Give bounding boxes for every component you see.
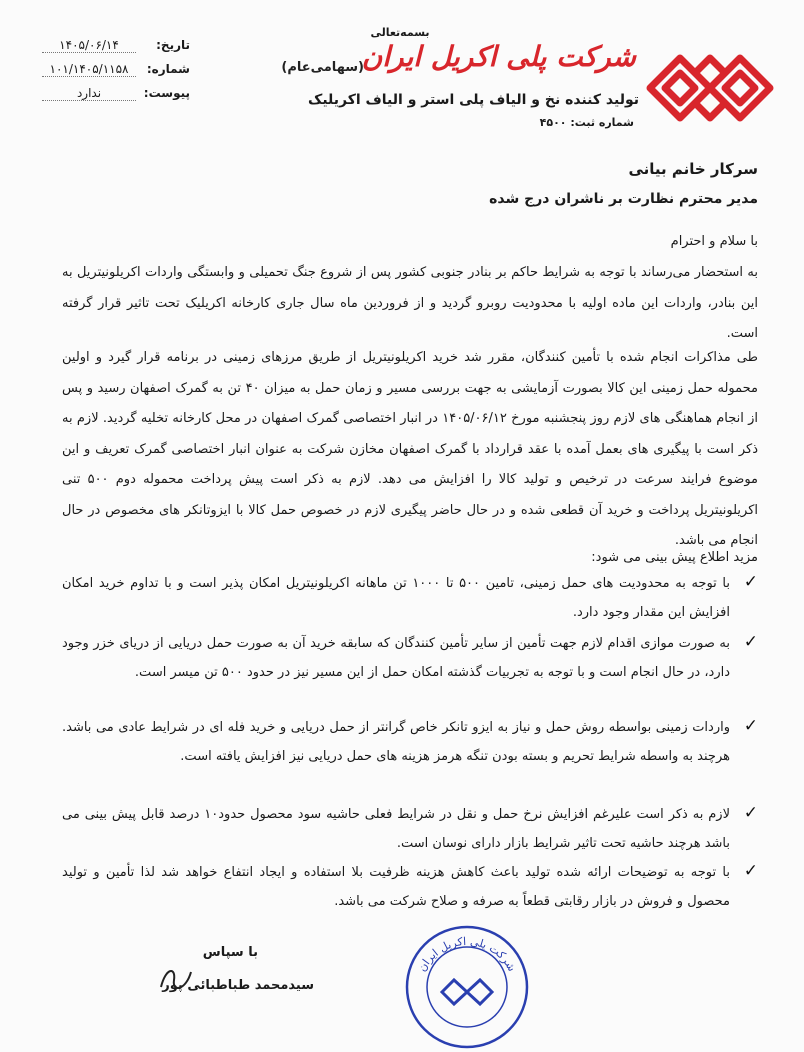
date-label: تاریخ: <box>156 38 190 52</box>
paragraph-1: به استحضار می‌رساند با توجه به شرایط حاکم بر بنادر جنوبی کشور پس از شروع جنگ تحمیلی و وابستگی واردات اکریلونیتریل به این بنادر، واردات این ماده اولیه با محدودیت روبرو گردید و از فروردین ماه سال جاری کارخانه اکریلیک تحت تاثیر قرار گرفته است. <box>62 265 758 341</box>
list-item-text: لازم به ذکر است علیرغم افزایش نرخ حمل و نقل در شرایط فعلی حاشیه سود محصول حدود۱۰ درصد قابل پیش بینی می باشد هرچند حاشیه تحت تاثیر شرایط بازار دارای نوسان است. <box>62 807 730 851</box>
checkmark-icon: ✓ <box>743 632 758 652</box>
registration-number: شماره ثبت: ۴۵۰۰ <box>539 116 634 129</box>
number-label: شماره: <box>146 62 190 76</box>
knot-logo-icon <box>640 48 780 128</box>
checkmark-icon: ✓ <box>743 803 758 823</box>
closing-text: با سپاس <box>202 945 258 960</box>
forecast-intro: مزید اطلاع پیش بینی می شود: <box>591 550 758 565</box>
recipient-name: سرکار خانم بیانی <box>628 160 758 178</box>
company-subtitle: تولید کننده نخ و الیاف پلی استر و الیاف اکریلیک <box>307 92 639 108</box>
list-item <box>62 801 758 858</box>
greeting: با سلام و احترام <box>670 234 758 249</box>
attachment-label: پیوست: <box>143 86 190 100</box>
checkmark-icon: ✓ <box>743 716 758 736</box>
list-item <box>62 714 758 771</box>
paragraph-2: طی مذاکرات انجام شده با تأمین کنندگان، مقرر شد خرید اکریلونیتریل از طریق مرزهای زمینی در برنامه قرار گیرد و اولین محموله حمل زمینی این کالا بصورت آزمایشی به جهت بررسی مسیر و زمان حمل به میزان ۴۰ تن به گمرک اصفهان رسید و پس از انجام هماهنگی های لازم روز پنجشنبه مورخ ۱۴۰۵/۰۶/۱۲ در انبار اختصاصی گمرک اصفهان در محل کارخانه تخلیه گردید. لازم به ذکر است با پیگیری های بعمل آمده با عقد قرارداد با گمرک اصفهان مخازن شرکت به عنوان انبار اختصاصی گمرک تعریف و این موضوع فرایند سرعت در ترخیص و تولید کالا را افزایش می دهد. لازم به ذکر است پیش پرداخت محموله دوم ۵۰۰ تنی اکریلونیتریل پرداخت و خرید آن قطعی شده و در حال حاضر پیگیری لازم در خصوص حمل کالا با ایزوتانکر های مخصوص در حال انجام می باشد. <box>62 350 759 548</box>
date-value: ۱۴۰۵/۰۶/۱۴ <box>42 38 136 53</box>
number-value: ۱۰۱/۱۴۰۵/۱۱۵۸ <box>42 62 136 77</box>
company-type: (سهامی‌عام) <box>281 60 364 75</box>
list-item <box>62 859 758 916</box>
list-item-text: واردات زمینی بواسطه روش حمل و نیاز به ایزو تانکر خاص گرانتر از حمل دریایی و خرید فله ای در شرایط عادی می باشد. هرچند به واسطه شرایط تحریم و بسته بودن تنگه هرمز هزینه های حمل دریایی نیز افزایش یافته است. <box>62 720 730 764</box>
stamp-text: شرکت پلی اکریل ایران <box>415 934 519 974</box>
checkmark-icon: ✓ <box>743 861 758 881</box>
list-item-text: با توجه به محدودیت های حمل زمینی، تامین ۵۰۰ تا ۱۰۰۰ تن ماهانه اکریلونیتریل امکان پذیر است و با تداوم خرید امکان افزایش این مقدار وجود دارد. <box>62 576 731 620</box>
bismillah-text: بسمه‌تعالی <box>370 26 430 39</box>
company-stamp-icon <box>402 922 532 1052</box>
list-item <box>62 570 758 627</box>
svg-text:شرکت پلی اکریل ایران <box>415 935 518 974</box>
signer-name: سیدمحمد طباطبائی پور <box>162 978 314 993</box>
list-item-text: با توجه به توضیحات ارائه شده تولید باعث کاهش هزینه ظرفیت بلا استفاده و ایجاد انتفاع خواهد شد لذا تأمین و تولید محصول و فروش در بازار رقابتی قطعاً به صرفه و صلاح شرکت می باشد. <box>62 865 730 909</box>
company-name: شرکت پلی اکریل ایران <box>361 40 636 73</box>
attachment-value: ندارد <box>42 86 136 101</box>
signature-mark <box>156 962 196 992</box>
number-row <box>40 62 190 82</box>
list-item-text: به صورت موازی اقدام لازم جهت تأمین از سایر تأمین کنندگان که سابقه خرید آن به صورت حمل دریایی از دریای خزر وجود دارد، در حال انجام است و با توجه به تجربیات گذشته امکان حمل از این مسیر نیز در حدود ۵۰۰ تن میسر است. <box>62 636 730 680</box>
recipient-title: مدیر محترم نظارت بر ناشران درج شده <box>489 191 758 207</box>
list-item <box>62 630 758 687</box>
checkmark-icon: ✓ <box>743 572 758 592</box>
date-row <box>40 38 190 58</box>
attachment-row <box>40 86 190 106</box>
